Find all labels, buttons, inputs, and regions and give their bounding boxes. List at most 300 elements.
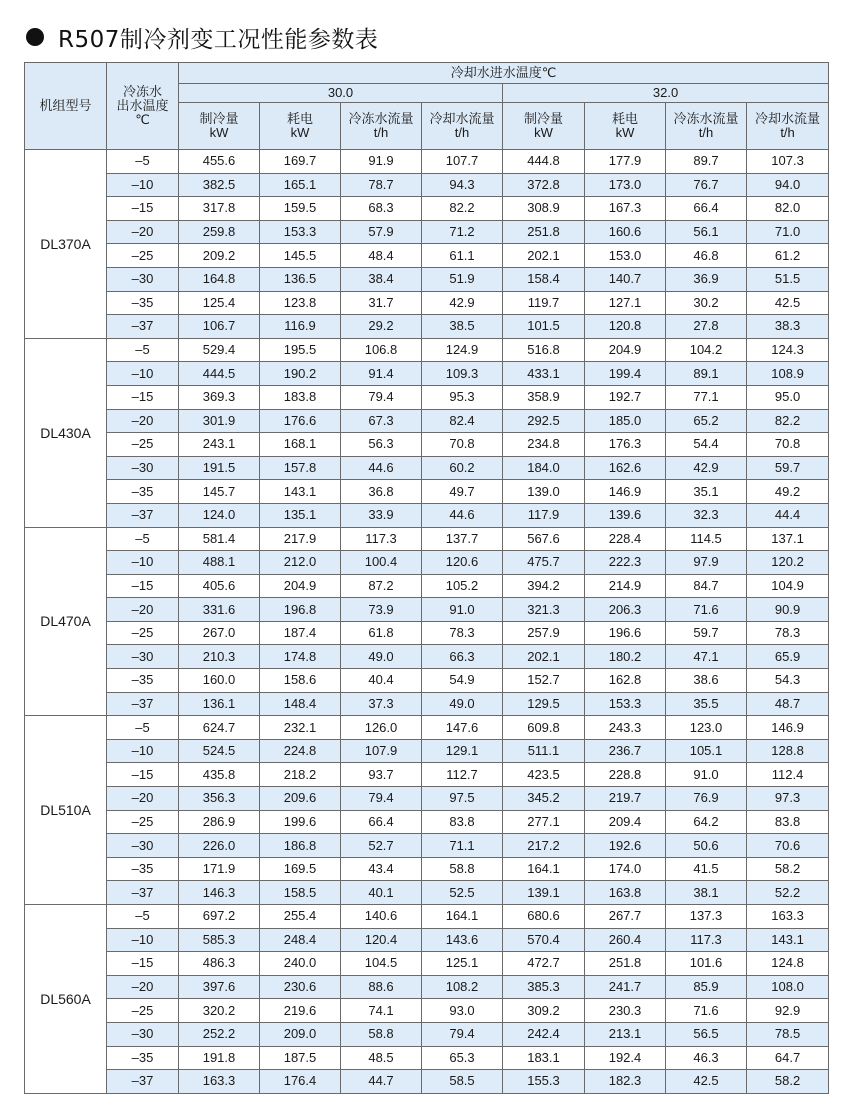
value-cell: 158.6 [260,669,341,693]
table-row [25,150,829,174]
value-cell: 241.7 [585,975,666,999]
value-cell: 105.1 [666,739,747,763]
value-cell: 190.2 [260,362,341,386]
value-cell: 49.0 [341,645,422,669]
column-header-name: 耗电 [286,111,313,126]
value-cell: 78.3 [422,621,503,645]
value-cell: 61.1 [422,244,503,268]
value-cell: 148.4 [260,692,341,716]
value-cell: 77.1 [666,385,747,409]
value-cell: 230.3 [585,999,666,1023]
value-cell: 624.7 [179,716,260,740]
value-cell: 35.1 [666,480,747,504]
value-cell: 137.3 [666,905,747,929]
value-cell: 248.4 [260,928,341,952]
value-cell: 160.0 [179,669,260,693]
value-cell: 199.4 [585,362,666,386]
value-cell: 129.5 [503,692,585,716]
chilled-temp-cell: –35 [107,480,179,504]
value-cell: 59.7 [666,621,747,645]
chilled-temp-cell: –10 [107,173,179,197]
value-cell: 472.7 [503,952,585,976]
value-cell: 234.8 [503,433,585,457]
value-cell: 61.2 [747,244,829,268]
value-cell: 511.1 [503,739,585,763]
value-cell: 125.1 [422,952,503,976]
value-cell: 89.1 [666,362,747,386]
value-cell: 71.6 [666,999,747,1023]
value-cell: 84.7 [666,574,747,598]
table-body [25,150,829,1094]
chilled-temp-cell: –5 [107,716,179,740]
value-cell: 58.8 [341,1022,422,1046]
value-cell: 199.6 [260,810,341,834]
value-cell: 163.3 [747,905,829,929]
table-row [25,1070,829,1094]
column-header-name: 制冷量 [523,111,563,126]
table-row [25,503,829,527]
model-name-cell: DL470A [25,527,107,716]
value-cell: 182.3 [585,1070,666,1094]
value-cell: 169.7 [260,150,341,174]
value-cell: 697.2 [179,905,260,929]
value-cell: 345.2 [503,787,585,811]
chilled-temp-cell: –25 [107,433,179,457]
value-cell: 252.2 [179,1022,260,1046]
value-cell: 230.6 [260,975,341,999]
value-cell: 85.9 [666,975,747,999]
value-cell: 93.7 [341,763,422,787]
value-cell: 444.5 [179,362,260,386]
value-cell: 64.2 [666,810,747,834]
value-cell: 116.9 [260,315,341,339]
value-cell: 82.0 [747,197,829,221]
value-cell: 192.6 [585,834,666,858]
chilled-temp-cell: –30 [107,456,179,480]
table-row [25,952,829,976]
value-cell: 40.4 [341,669,422,693]
value-cell: 48.5 [341,1046,422,1070]
value-cell: 38.6 [666,669,747,693]
chilled-temp-cell: –37 [107,503,179,527]
value-cell: 140.7 [585,267,666,291]
value-cell: 286.9 [179,810,260,834]
table-row [25,551,829,575]
value-cell: 217.2 [503,834,585,858]
value-cell: 90.9 [747,598,829,622]
value-cell: 83.8 [422,810,503,834]
value-cell: 301.9 [179,409,260,433]
value-cell: 196.8 [260,598,341,622]
value-cell: 317.8 [179,197,260,221]
value-cell: 382.5 [179,173,260,197]
value-cell: 277.1 [503,810,585,834]
value-cell: 51.5 [747,267,829,291]
value-cell: 91.9 [341,150,422,174]
value-cell: 160.6 [585,220,666,244]
value-cell: 61.8 [341,621,422,645]
value-cell: 183.1 [503,1046,585,1070]
value-cell: 78.5 [747,1022,829,1046]
chilled-temp-cell: –5 [107,338,179,362]
value-cell: 191.8 [179,1046,260,1070]
value-cell: 82.4 [422,409,503,433]
column-header-unit: kW [209,125,229,140]
table-row [25,527,829,551]
value-cell: 120.8 [585,315,666,339]
value-cell: 64.7 [747,1046,829,1070]
value-cell: 153.3 [260,220,341,244]
value-cell: 107.9 [341,739,422,763]
table-row [25,362,829,386]
model-name-cell: DL430A [25,338,107,527]
value-cell: 187.5 [260,1046,341,1070]
value-cell: 308.9 [503,197,585,221]
value-cell: 105.2 [422,574,503,598]
value-cell: 44.6 [341,456,422,480]
column-header-name: 制冷量 [199,111,239,126]
table-header [25,63,829,150]
value-cell: 529.4 [179,338,260,362]
value-cell: 191.5 [179,456,260,480]
value-cell: 209.4 [585,810,666,834]
value-cell: 31.7 [341,291,422,315]
value-cell: 97.5 [422,787,503,811]
value-cell: 158.5 [260,881,341,905]
value-cell: 101.6 [666,952,747,976]
value-cell: 143.6 [422,928,503,952]
chilled-temp-header-line2: 出水温度 [116,98,169,113]
value-cell: 107.3 [747,150,829,174]
value-cell: 224.8 [260,739,341,763]
chilled-temp-cell: –25 [107,999,179,1023]
value-cell: 92.9 [747,999,829,1023]
table-row [25,409,829,433]
table-row [25,905,829,929]
value-cell: 120.6 [422,551,503,575]
value-cell: 176.6 [260,409,341,433]
value-cell: 97.9 [666,551,747,575]
value-cell: 167.3 [585,197,666,221]
value-cell: 29.2 [341,315,422,339]
value-cell: 38.5 [422,315,503,339]
column-header [341,103,422,150]
value-cell: 267.0 [179,621,260,645]
chilled-temp-cell: –15 [107,952,179,976]
value-cell: 210.3 [179,645,260,669]
value-cell: 157.8 [260,456,341,480]
value-cell: 486.3 [179,952,260,976]
value-cell: 83.8 [747,810,829,834]
chilled-temp-cell: –35 [107,857,179,881]
table-row [25,999,829,1023]
value-cell: 52.2 [747,881,829,905]
value-cell: 66.3 [422,645,503,669]
chilled-temp-cell: –20 [107,598,179,622]
table-row [25,857,829,881]
value-cell: 222.3 [585,551,666,575]
model-column-header: 机组型号 [25,63,107,150]
value-cell: 433.1 [503,362,585,386]
model-name-cell: DL370A [25,150,107,339]
value-cell: 140.6 [341,905,422,929]
value-cell: 58.2 [747,857,829,881]
column-header-unit: kW [534,125,553,140]
value-cell: 219.6 [260,999,341,1023]
value-cell: 38.3 [747,315,829,339]
value-cell: 97.3 [747,787,829,811]
value-cell: 58.2 [747,1070,829,1094]
value-cell: 209.0 [260,1022,341,1046]
value-cell: 94.0 [747,173,829,197]
value-cell: 423.5 [503,763,585,787]
value-cell: 251.8 [503,220,585,244]
value-cell: 114.5 [666,527,747,551]
value-cell: 38.1 [666,881,747,905]
value-cell: 27.8 [666,315,747,339]
value-cell: 65.9 [747,645,829,669]
chilled-temp-cell: –30 [107,834,179,858]
table-row [25,621,829,645]
value-cell: 79.4 [341,787,422,811]
value-cell: 385.3 [503,975,585,999]
column-header-unit: t/h [780,125,795,140]
value-cell: 32.3 [666,503,747,527]
value-cell: 184.0 [503,456,585,480]
value-cell: 119.7 [503,291,585,315]
value-cell: 70.6 [747,834,829,858]
value-cell: 54.3 [747,669,829,693]
value-cell: 123.0 [666,716,747,740]
value-cell: 33.9 [341,503,422,527]
value-cell: 44.4 [747,503,829,527]
value-cell: 516.8 [503,338,585,362]
value-cell: 71.1 [422,834,503,858]
value-cell: 120.2 [747,551,829,575]
value-cell: 88.6 [341,975,422,999]
value-cell: 145.5 [260,244,341,268]
value-cell: 59.7 [747,456,829,480]
value-cell: 42.9 [666,456,747,480]
value-cell: 108.9 [747,362,829,386]
value-cell: 177.9 [585,150,666,174]
chilled-temp-cell: –10 [107,739,179,763]
value-cell: 202.1 [503,645,585,669]
table-row [25,385,829,409]
value-cell: 120.4 [341,928,422,952]
value-cell: 106.8 [341,338,422,362]
table-row [25,197,829,221]
table-row [25,1046,829,1070]
value-cell: 95.0 [747,385,829,409]
value-cell: 214.9 [585,574,666,598]
value-cell: 52.5 [422,881,503,905]
value-cell: 228.4 [585,527,666,551]
value-cell: 232.1 [260,716,341,740]
chilled-temp-cell: –5 [107,527,179,551]
value-cell: 257.9 [503,621,585,645]
page-title: R507制冷剂变工况性能参数表 [58,26,379,53]
table-row [25,881,829,905]
value-cell: 163.8 [585,881,666,905]
value-cell: 112.4 [747,763,829,787]
value-cell: 117.9 [503,503,585,527]
table-row [25,267,829,291]
value-cell: 146.3 [179,881,260,905]
value-cell: 567.6 [503,527,585,551]
value-cell: 152.7 [503,669,585,693]
value-cell: 581.4 [179,527,260,551]
group-temp-header: 32.0 [503,84,829,103]
value-cell: 82.2 [422,197,503,221]
chilled-temp-cell: –30 [107,1022,179,1046]
chilled-temp-cell: –35 [107,291,179,315]
value-cell: 71.2 [422,220,503,244]
value-cell: 169.5 [260,857,341,881]
value-cell: 49.2 [747,480,829,504]
column-header-unit: t/h [454,125,470,140]
value-cell: 42.5 [747,291,829,315]
value-cell: 369.3 [179,385,260,409]
value-cell: 196.6 [585,621,666,645]
value-cell: 174.0 [585,857,666,881]
value-cell: 50.6 [666,834,747,858]
model-name-cell: DL510A [25,716,107,905]
value-cell: 570.4 [503,928,585,952]
value-cell: 60.2 [422,456,503,480]
value-cell: 217.9 [260,527,341,551]
value-cell: 129.1 [422,739,503,763]
value-cell: 524.5 [179,739,260,763]
value-cell: 67.3 [341,409,422,433]
value-cell: 54.9 [422,669,503,693]
column-header-unit: kW [290,125,310,140]
chilled-temp-header-line1: 冷冻水 [122,84,162,99]
value-cell: 47.1 [666,645,747,669]
value-cell: 171.9 [179,857,260,881]
value-cell: 135.1 [260,503,341,527]
value-cell: 309.2 [503,999,585,1023]
value-cell: 180.2 [585,645,666,669]
chilled-temp-cell: –25 [107,810,179,834]
chilled-temp-cell: –25 [107,244,179,268]
table-row [25,291,829,315]
value-cell: 91.0 [666,763,747,787]
value-cell: 187.4 [260,621,341,645]
column-header-unit: t/h [373,125,389,140]
value-cell: 137.1 [747,527,829,551]
value-cell: 218.2 [260,763,341,787]
column-header-name: 冷冻水流量 [348,111,414,126]
value-cell: 71.0 [747,220,829,244]
chilled-temp-cell: –10 [107,551,179,575]
chilled-temp-cell: –15 [107,385,179,409]
value-cell: 209.2 [179,244,260,268]
value-cell: 48.4 [341,244,422,268]
value-cell: 78.7 [341,173,422,197]
value-cell: 155.3 [503,1070,585,1094]
chilled-temp-cell: –37 [107,692,179,716]
value-cell: 255.4 [260,905,341,929]
value-cell: 488.1 [179,551,260,575]
group-temp-header: 30.0 [179,84,503,103]
value-cell: 162.6 [585,456,666,480]
chilled-temp-column-header [107,63,179,150]
value-cell: 243.1 [179,433,260,457]
value-cell: 36.8 [341,480,422,504]
value-cell: 44.7 [341,1070,422,1094]
value-cell: 74.1 [341,999,422,1023]
value-cell: 153.0 [585,244,666,268]
value-cell: 204.9 [260,574,341,598]
value-cell: 143.1 [260,480,341,504]
value-cell: 38.4 [341,267,422,291]
value-cell: 42.5 [666,1070,747,1094]
table-row [25,173,829,197]
value-cell: 125.4 [179,291,260,315]
chilled-temp-cell: –30 [107,645,179,669]
value-cell: 372.8 [503,173,585,197]
value-cell: 158.4 [503,267,585,291]
value-cell: 397.6 [179,975,260,999]
value-cell: 79.4 [341,385,422,409]
value-cell: 143.1 [747,928,829,952]
value-cell: 41.5 [666,857,747,881]
column-header [422,103,503,150]
column-header [179,103,260,150]
value-cell: 68.3 [341,197,422,221]
value-cell: 42.9 [422,291,503,315]
value-cell: 202.1 [503,244,585,268]
chilled-temp-cell: –15 [107,763,179,787]
value-cell: 176.4 [260,1070,341,1094]
value-cell: 56.3 [341,433,422,457]
table-row [25,739,829,763]
column-header-unit: t/h [698,125,714,140]
value-cell: 124.8 [747,952,829,976]
table-row [25,975,829,999]
value-cell: 226.0 [179,834,260,858]
table-row [25,834,829,858]
value-cell: 48.7 [747,692,829,716]
table-row [25,669,829,693]
value-cell: 124.0 [179,503,260,527]
value-cell: 109.3 [422,362,503,386]
value-cell: 76.7 [666,173,747,197]
value-cell: 79.4 [422,1022,503,1046]
value-cell: 104.5 [341,952,422,976]
value-cell: 65.2 [666,409,747,433]
model-name-cell: DL560A [25,905,107,1094]
value-cell: 163.3 [179,1070,260,1094]
value-cell: 56.5 [666,1022,747,1046]
value-cell: 76.9 [666,787,747,811]
page-header [26,20,378,54]
value-cell: 321.3 [503,598,585,622]
value-cell: 35.5 [666,692,747,716]
table-row [25,433,829,457]
value-cell: 128.8 [747,739,829,763]
table-row [25,716,829,740]
value-cell: 251.8 [585,952,666,976]
value-cell: 51.9 [422,267,503,291]
value-cell: 104.9 [747,574,829,598]
value-cell: 127.1 [585,291,666,315]
value-cell: 70.8 [747,433,829,457]
chilled-temp-cell: –20 [107,975,179,999]
value-cell: 49.0 [422,692,503,716]
value-cell: 71.6 [666,598,747,622]
